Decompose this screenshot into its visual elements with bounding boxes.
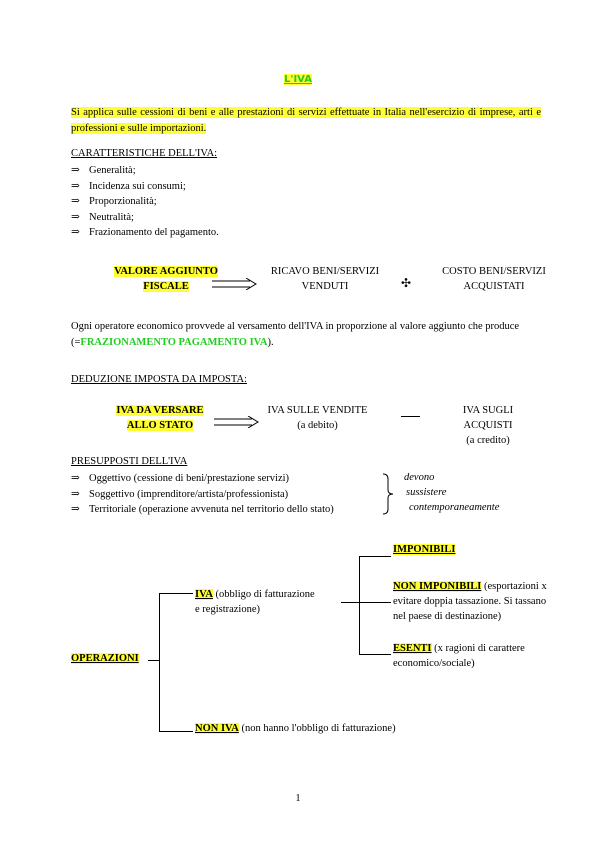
tree-connector: [341, 602, 359, 603]
ricavo-label: RICAVO BENI/SERVIZI VENDUTI: [270, 266, 380, 292]
imponibili-label: IMPONIBILI: [393, 544, 456, 555]
operazioni-label: OPERAZIONI: [71, 653, 139, 664]
tree-connector: [359, 654, 391, 655]
iva-branch: IVA (obbligo di fatturazione e registrazione): [195, 589, 315, 615]
list-item: ⇒ Proporzionalità;: [71, 194, 219, 210]
esenti-label: ESENTI: [393, 643, 432, 654]
iva-label: IVA: [195, 589, 213, 600]
arrow-icon: ⇒: [71, 211, 80, 223]
non-imponibili-label: NON IMPONIBILI: [393, 581, 482, 592]
list-item: ⇒ Frazionamento del pagamento.: [71, 225, 219, 241]
iva-acquisti-label: IVA SUGLI ACQUISTI (a credito): [462, 405, 514, 446]
brace-icon: [382, 473, 394, 515]
deduzione-heading: DEDUZIONE IMPOSTA DA IMPOSTA:: [71, 374, 247, 385]
list-item: ⇒ Soggettivo (imprenditore/artista/professionista): [71, 487, 334, 503]
list-item: ⇒ Incidenza sui consumi;: [71, 179, 219, 195]
presupposti-list: [71, 471, 334, 518]
list-item: ⇒ Oggettivo (cessione di beni/prestazione servizi): [71, 471, 334, 487]
arrow-icon: ⇒: [71, 227, 80, 238]
tree-connector: [159, 731, 193, 732]
intro-paragraph: [71, 105, 541, 136]
iva-vendite-label: IVA SULLE VENDITE (a debito): [267, 405, 368, 431]
caratteristiche-heading: CARATTERISTICHE DELL'IVA:: [71, 148, 218, 159]
non-imponibili-branch: NON IMPONIBILI (esportazioni x evitare doppia tassazione. Si tassano nel paese di destinazione): [393, 581, 547, 622]
arrow-icon: ⇒: [71, 196, 80, 207]
tree-connector: [159, 593, 160, 731]
tree-connector: [148, 660, 159, 661]
frazionamento-highlight: FRAZIONAMENTO PAGAMENTO IVA: [80, 336, 268, 348]
tree-connector: [359, 602, 391, 603]
arrow-icon: ⇒: [71, 180, 80, 192]
arrow-icon: ⇒: [71, 504, 80, 515]
intro-text: Si applica sulle cessioni di beni e alle prestazioni di servizi effettuate in Italia nell'esercizio di imprese, arti e professioni e sulle importazioni.: [71, 107, 541, 134]
devono-text: devono: [404, 472, 435, 483]
arrow-icon: ⇒: [71, 473, 80, 484]
valore-aggiunto-label: VALORE AGGIUNTO FISCALE: [114, 266, 218, 292]
arrow-icon: ⇒: [71, 165, 80, 176]
esenti-branch: ESENTI (x ragioni di carattere economico/sociale): [393, 643, 525, 669]
presupposti-heading: PRESUPPOSTI DELL'IVA: [71, 456, 188, 467]
operatore-paragraph: Ogni operatore economico provvede al versamento dell'IVA in proporzione al valore aggiunto che produce (=FRAZIONAMENTO PAGAMENTO IVA).: [71, 321, 520, 348]
list-item: ⇒ Neutralità;: [71, 210, 219, 226]
non-iva-branch: NON IVA (non hanno l'obbligo di fatturazione): [195, 723, 396, 734]
minus-line: [401, 416, 420, 417]
tree-connector: [359, 556, 391, 557]
contemporaneamente-text: contemporaneamente: [409, 502, 500, 513]
list-item: ⇒ Generalità;: [71, 163, 219, 179]
caratteristiche-list: [71, 163, 219, 241]
iva-da-versare-label: IVA DA VERSARE ALLO STATO: [116, 405, 204, 431]
costo-label: COSTO BENI/SERVIZI ACQUISTATI: [442, 266, 546, 292]
tree-connector: [159, 593, 193, 594]
tree-connector: [359, 556, 360, 654]
sussistere-text: sussistere: [406, 487, 447, 498]
minus-icon: ✣: [401, 276, 412, 290]
list-item: ⇒ Territoriale (operazione avvenuta nel territorio dello stato): [71, 502, 334, 518]
page-number: 1: [295, 793, 301, 804]
non-iva-label: NON IVA: [195, 723, 239, 734]
arrow-icon: ⇒: [71, 488, 80, 500]
page-title: L'IVA: [284, 74, 312, 85]
